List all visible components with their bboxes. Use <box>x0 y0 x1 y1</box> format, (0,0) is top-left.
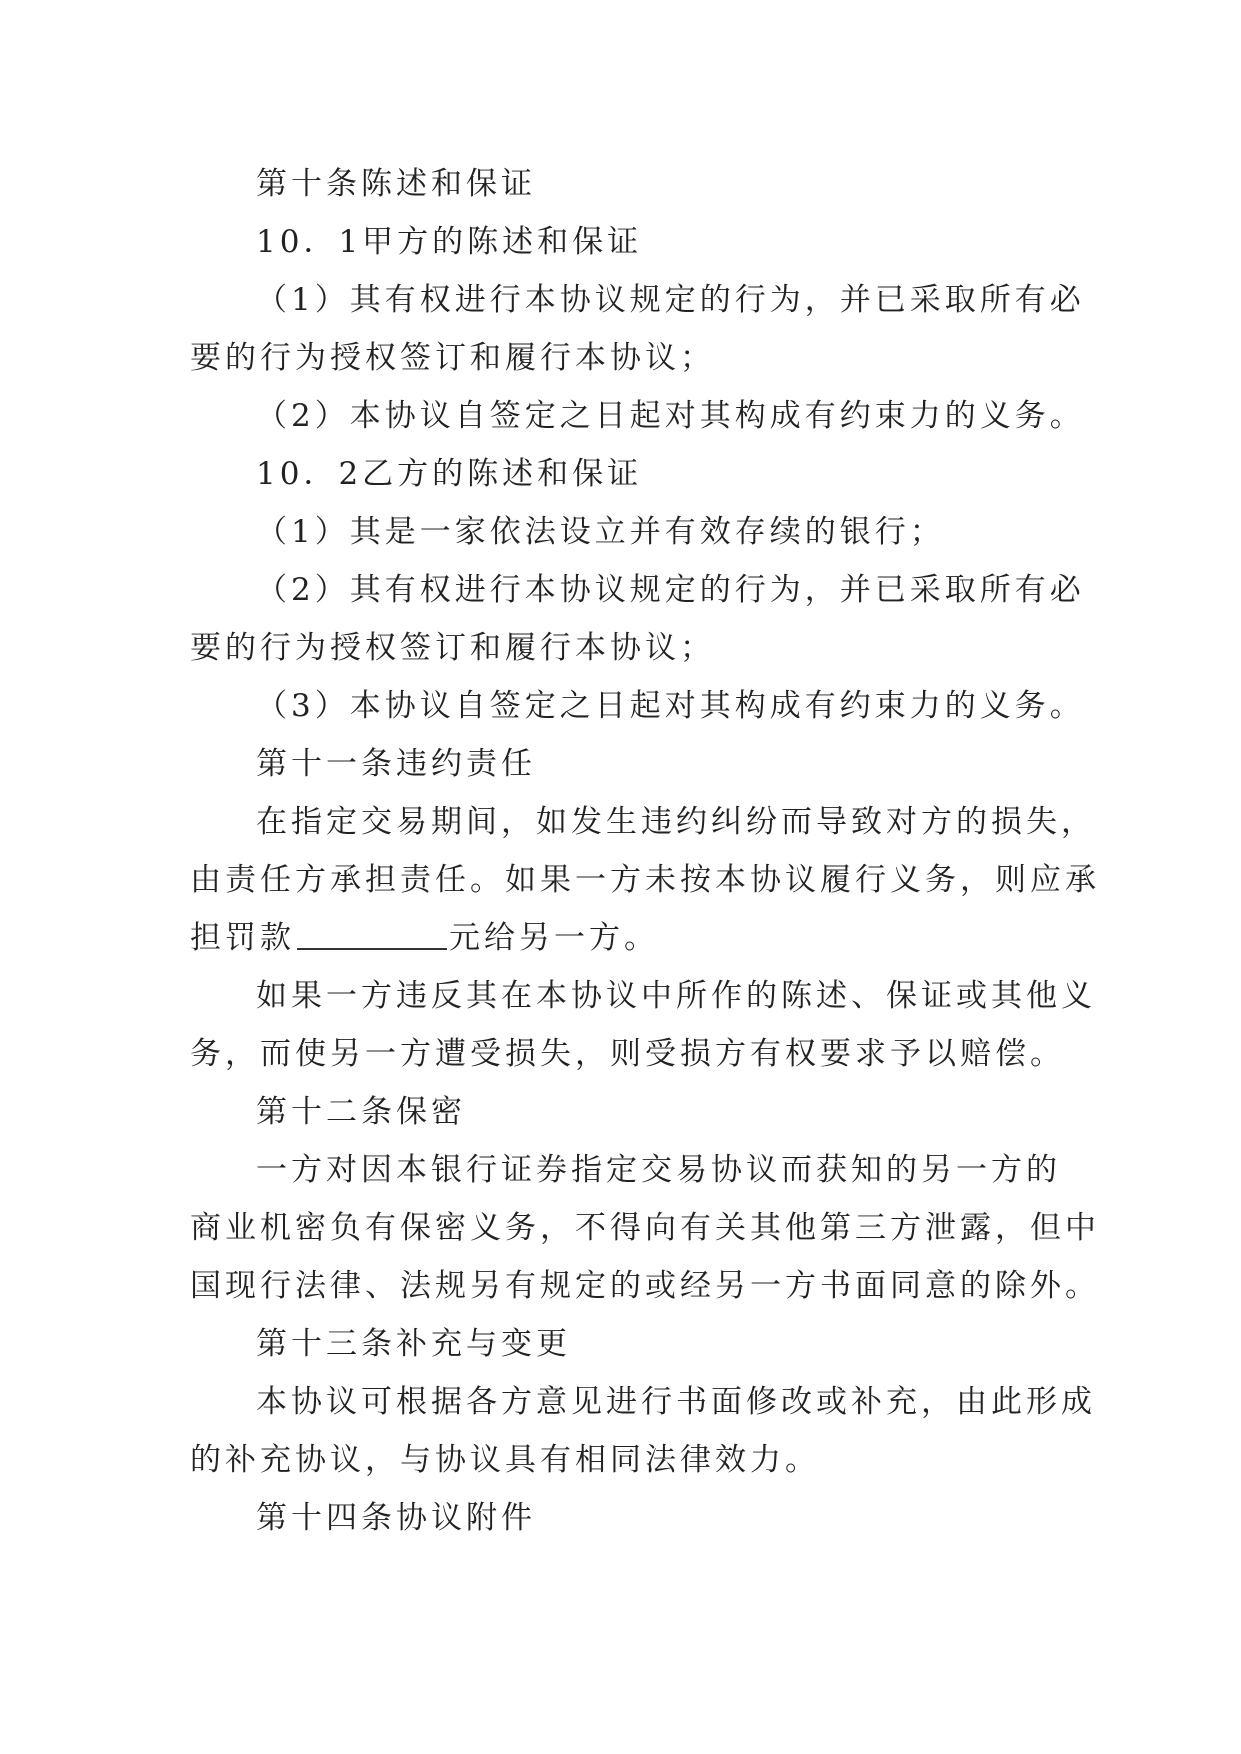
article-10-heading: 第十条陈述和保证 <box>256 166 536 202</box>
paragraph-line: 务，而使另一方遭受损失，则受损方有权要求予以赔偿。 <box>190 1036 1065 1072</box>
penalty-line <box>190 909 1060 967</box>
paragraph-line: 要的行为授权签订和履行本协议； <box>190 630 715 666</box>
paragraph-line: 如果一方违反其在本协议中所作的陈述、保证或其他义 <box>256 978 1096 1014</box>
paragraph-line: 一方对因本银行证券指定交易协议而获知的另一方的 <box>256 1152 1061 1188</box>
paragraph-line: 本协议可根据各方意见进行书面修改或补充，由此形成 <box>256 1384 1096 1420</box>
penalty-text-after: 元给另一方。 <box>449 920 659 956</box>
article-13-heading: 第十三条补充与变更 <box>256 1326 571 1362</box>
paragraph-line: 由责任方承担责任。如果一方未按本协议履行义务，则应承 <box>190 862 1100 898</box>
paragraph-line: 商业机密负有保密义务，不得向有关其他第三方泄露，但中 <box>190 1210 1100 1246</box>
section-10-1-heading: 10．1甲方的陈述和保证 <box>256 224 643 260</box>
paragraph-line: （2）其有权进行本协议规定的行为，并已采取所有必 <box>256 572 1085 608</box>
paragraph-line: （1）其是一家依法设立并有效存续的银行； <box>256 514 945 550</box>
section-10-2-heading: 10．2乙方的陈述和保证 <box>256 456 643 492</box>
paragraph-line: （1）其有权进行本协议规定的行为，并已采取所有必 <box>256 282 1085 318</box>
document-body <box>190 155 1100 1547</box>
paragraph-line: 在指定交易期间，如发生违约纠纷而导致对方的损失， <box>256 804 1096 840</box>
penalty-amount-blank <box>297 918 447 950</box>
paragraph-line: （2）本协议自签定之日起对其构成有约束力的义务。 <box>256 398 1085 434</box>
paragraph-line: 的补充协议，与协议具有相同法律效力。 <box>190 1442 820 1478</box>
penalty-text-before: 担罚款 <box>190 920 295 956</box>
paragraph-line: （3）本协议自签定之日起对其构成有约束力的义务。 <box>256 688 1085 724</box>
article-11-heading: 第十一条违约责任 <box>256 746 536 782</box>
article-14-heading: 第十四条协议附件 <box>256 1500 536 1536</box>
paragraph-line: 要的行为授权签订和履行本协议； <box>190 340 715 376</box>
paragraph-line: 国现行法律、法规另有规定的或经另一方书面同意的除外。 <box>190 1268 1100 1304</box>
article-12-heading: 第十二条保密 <box>256 1094 466 1130</box>
